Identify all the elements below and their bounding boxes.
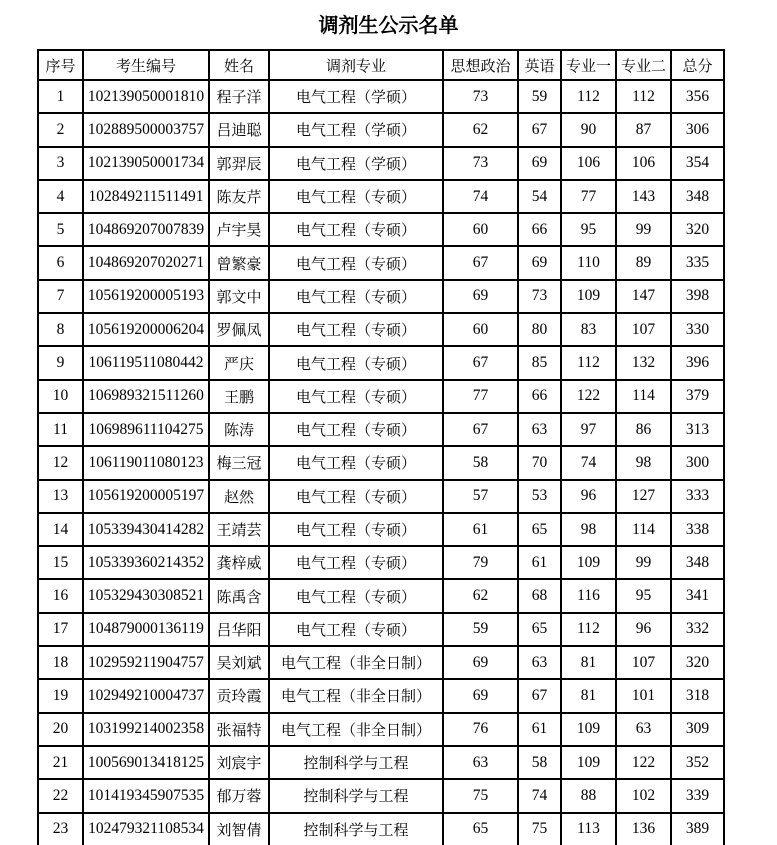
cell-total-score: 389 <box>671 813 724 845</box>
cell-major: 电气工程（专硕） <box>269 180 443 213</box>
cell-name: 陈友芹 <box>209 180 269 213</box>
cell-name: 郭文中 <box>209 280 269 313</box>
cell-total-score: 320 <box>671 646 724 679</box>
cell-major1-score: 112 <box>561 80 616 113</box>
cell-major2-score: 132 <box>616 346 671 379</box>
cell-major2-score: 114 <box>616 513 671 546</box>
cell-major1-score: 122 <box>561 380 616 413</box>
cell-major: 控制科学与工程 <box>269 779 443 812</box>
cell-major2-score: 101 <box>616 679 671 712</box>
column-header-major1: 专业一 <box>561 50 616 80</box>
table-row <box>38 679 724 712</box>
cell-major: 电气工程（专硕） <box>269 213 443 246</box>
cell-index: 14 <box>38 513 83 546</box>
cell-major2-score: 99 <box>616 213 671 246</box>
cell-major1-score: 109 <box>561 546 616 579</box>
cell-index: 20 <box>38 713 83 746</box>
cell-major: 电气工程（专硕） <box>269 346 443 379</box>
table-row <box>38 779 724 812</box>
cell-english-score: 70 <box>518 446 561 479</box>
cell-major2-score: 96 <box>616 613 671 646</box>
cell-english-score: 61 <box>518 546 561 579</box>
cell-candidate-id: 104869207020271 <box>83 246 209 279</box>
cell-total-score: 332 <box>671 613 724 646</box>
cell-total-score: 396 <box>671 346 724 379</box>
cell-major1-score: 110 <box>561 246 616 279</box>
cell-english-score: 67 <box>518 113 561 146</box>
cell-major1-score: 112 <box>561 613 616 646</box>
cell-major1-score: 81 <box>561 646 616 679</box>
cell-index: 13 <box>38 480 83 513</box>
cell-english-score: 61 <box>518 713 561 746</box>
column-header-major2: 专业二 <box>616 50 671 80</box>
cell-candidate-id: 105339430414282 <box>83 513 209 546</box>
cell-candidate-id: 102949210004737 <box>83 679 209 712</box>
cell-total-score: 313 <box>671 413 724 446</box>
cell-major1-score: 113 <box>561 813 616 845</box>
cell-major2-score: 87 <box>616 113 671 146</box>
cell-candidate-id: 102889500003757 <box>83 113 209 146</box>
cell-index: 12 <box>38 446 83 479</box>
cell-candidate-id: 102479321108534 <box>83 813 209 845</box>
cell-name: 陈涛 <box>209 413 269 446</box>
cell-total-score: 306 <box>671 113 724 146</box>
cell-candidate-id: 104879000136119 <box>83 613 209 646</box>
cell-major2-score: 136 <box>616 813 671 845</box>
cell-index: 23 <box>38 813 83 845</box>
cell-candidate-id: 105329430308521 <box>83 579 209 612</box>
cell-major2-score: 106 <box>616 147 671 180</box>
cell-name: 程子洋 <box>209 80 269 113</box>
cell-politics-score: 62 <box>443 579 518 612</box>
cell-index: 21 <box>38 746 83 779</box>
cell-candidate-id: 105339360214352 <box>83 546 209 579</box>
cell-index: 4 <box>38 180 83 213</box>
page-title: 调剂生公示名单 <box>318 15 459 37</box>
cell-english-score: 85 <box>518 346 561 379</box>
cell-name: 刘宸宇 <box>209 746 269 779</box>
cell-total-score: 352 <box>671 746 724 779</box>
cell-index: 6 <box>38 246 83 279</box>
cell-english-score: 66 <box>518 380 561 413</box>
cell-english-score: 58 <box>518 746 561 779</box>
table-row <box>38 480 724 513</box>
table-row <box>38 246 724 279</box>
cell-major1-score: 81 <box>561 679 616 712</box>
cell-name: 陈禹含 <box>209 579 269 612</box>
cell-index: 15 <box>38 546 83 579</box>
cell-candidate-id: 106989611104275 <box>83 413 209 446</box>
cell-index: 22 <box>38 779 83 812</box>
cell-major: 电气工程（专硕） <box>269 246 443 279</box>
column-header-index: 序号 <box>38 50 83 80</box>
cell-candidate-id: 102139050001810 <box>83 80 209 113</box>
cell-name: 梅三冠 <box>209 446 269 479</box>
table-row <box>38 180 724 213</box>
cell-major1-score: 83 <box>561 313 616 346</box>
cell-major2-score: 107 <box>616 313 671 346</box>
cell-name: 卢宇昊 <box>209 213 269 246</box>
cell-total-score: 341 <box>671 579 724 612</box>
cell-total-score: 398 <box>671 280 724 313</box>
cell-politics-score: 63 <box>443 746 518 779</box>
cell-politics-score: 67 <box>443 413 518 446</box>
table-row <box>38 579 724 612</box>
cell-name: 龚梓威 <box>209 546 269 579</box>
cell-name: 刘智倩 <box>209 813 269 845</box>
cell-major1-score: 98 <box>561 513 616 546</box>
cell-major1-score: 97 <box>561 413 616 446</box>
cell-total-score: 354 <box>671 147 724 180</box>
cell-name: 王靖芸 <box>209 513 269 546</box>
cell-index: 19 <box>38 679 83 712</box>
cell-major: 电气工程（学硕） <box>269 113 443 146</box>
cell-name: 吴刘斌 <box>209 646 269 679</box>
cell-politics-score: 60 <box>443 213 518 246</box>
cell-major: 控制科学与工程 <box>269 746 443 779</box>
table-row <box>38 213 724 246</box>
cell-name: 张福特 <box>209 713 269 746</box>
cell-total-score: 320 <box>671 213 724 246</box>
cell-politics-score: 57 <box>443 480 518 513</box>
cell-major2-score: 114 <box>616 380 671 413</box>
cell-major1-score: 112 <box>561 346 616 379</box>
cell-english-score: 75 <box>518 813 561 845</box>
cell-major1-score: 90 <box>561 113 616 146</box>
cell-major1-score: 109 <box>561 746 616 779</box>
cell-index: 10 <box>38 380 83 413</box>
table-row <box>38 147 724 180</box>
cell-politics-score: 77 <box>443 380 518 413</box>
cell-english-score: 80 <box>518 313 561 346</box>
cell-index: 3 <box>38 147 83 180</box>
cell-major2-score: 98 <box>616 446 671 479</box>
cell-major1-score: 96 <box>561 480 616 513</box>
cell-major: 电气工程（专硕） <box>269 380 443 413</box>
cell-english-score: 66 <box>518 213 561 246</box>
cell-politics-score: 67 <box>443 346 518 379</box>
cell-major2-score: 89 <box>616 246 671 279</box>
cell-total-score: 335 <box>671 246 724 279</box>
cell-major2-score: 127 <box>616 480 671 513</box>
cell-politics-score: 60 <box>443 313 518 346</box>
column-header-name: 姓名 <box>209 50 269 80</box>
cell-major2-score: 86 <box>616 413 671 446</box>
cell-english-score: 65 <box>518 513 561 546</box>
cell-major2-score: 107 <box>616 646 671 679</box>
cell-major1-score: 77 <box>561 180 616 213</box>
cell-candidate-id: 106119011080123 <box>83 446 209 479</box>
cell-major1-score: 88 <box>561 779 616 812</box>
cell-politics-score: 74 <box>443 180 518 213</box>
cell-politics-score: 75 <box>443 779 518 812</box>
table-row <box>38 346 724 379</box>
table-row <box>38 813 724 845</box>
cell-major2-score: 99 <box>616 546 671 579</box>
column-header-politics: 思想政治 <box>443 50 518 80</box>
cell-politics-score: 69 <box>443 679 518 712</box>
cell-major: 电气工程（专硕） <box>269 280 443 313</box>
cell-total-score: 318 <box>671 679 724 712</box>
cell-major: 电气工程（专硕） <box>269 413 443 446</box>
cell-major: 电气工程（专硕） <box>269 313 443 346</box>
cell-major2-score: 95 <box>616 579 671 612</box>
table-row <box>38 613 724 646</box>
cell-major2-score: 63 <box>616 713 671 746</box>
cell-english-score: 69 <box>518 147 561 180</box>
cell-name: 贡玲霞 <box>209 679 269 712</box>
column-header-english: 英语 <box>518 50 561 80</box>
cell-major: 电气工程（非全日制） <box>269 646 443 679</box>
cell-major2-score: 112 <box>616 80 671 113</box>
cell-major: 电气工程（专硕） <box>269 513 443 546</box>
cell-candidate-id: 105619200005197 <box>83 480 209 513</box>
cell-major: 电气工程（学硕） <box>269 147 443 180</box>
transfer-students-table <box>37 49 725 845</box>
cell-index: 7 <box>38 280 83 313</box>
column-header-total: 总分 <box>671 50 724 80</box>
cell-major2-score: 102 <box>616 779 671 812</box>
table-row <box>38 746 724 779</box>
cell-candidate-id: 102139050001734 <box>83 147 209 180</box>
table-body <box>38 80 724 845</box>
cell-name: 吕迪聪 <box>209 113 269 146</box>
cell-candidate-id: 101419345907535 <box>83 779 209 812</box>
cell-politics-score: 69 <box>443 280 518 313</box>
cell-candidate-id: 102959211904757 <box>83 646 209 679</box>
cell-major: 控制科学与工程 <box>269 813 443 845</box>
cell-total-score: 300 <box>671 446 724 479</box>
cell-english-score: 74 <box>518 779 561 812</box>
cell-name: 赵然 <box>209 480 269 513</box>
cell-major1-score: 116 <box>561 579 616 612</box>
cell-candidate-id: 106119511080442 <box>83 346 209 379</box>
cell-major: 电气工程（学硕） <box>269 80 443 113</box>
cell-politics-score: 73 <box>443 147 518 180</box>
cell-english-score: 69 <box>518 246 561 279</box>
header-row <box>38 50 724 80</box>
cell-english-score: 67 <box>518 679 561 712</box>
cell-total-score: 356 <box>671 80 724 113</box>
cell-major2-score: 143 <box>616 180 671 213</box>
cell-politics-score: 69 <box>443 646 518 679</box>
cell-index: 5 <box>38 213 83 246</box>
cell-name: 郁万蓉 <box>209 779 269 812</box>
table-row <box>38 646 724 679</box>
table-row <box>38 280 724 313</box>
table-row <box>38 513 724 546</box>
cell-name: 曾繁豪 <box>209 246 269 279</box>
cell-english-score: 54 <box>518 180 561 213</box>
cell-total-score: 339 <box>671 779 724 812</box>
cell-politics-score: 79 <box>443 546 518 579</box>
cell-politics-score: 62 <box>443 113 518 146</box>
table-row <box>38 80 724 113</box>
cell-politics-score: 58 <box>443 446 518 479</box>
cell-english-score: 63 <box>518 413 561 446</box>
cell-candidate-id: 106989321511260 <box>83 380 209 413</box>
cell-major: 电气工程（专硕） <box>269 480 443 513</box>
table-row <box>38 313 724 346</box>
cell-total-score: 338 <box>671 513 724 546</box>
cell-english-score: 68 <box>518 579 561 612</box>
cell-candidate-id: 100569013418125 <box>83 746 209 779</box>
cell-major: 电气工程（专硕） <box>269 613 443 646</box>
cell-name: 王鹏 <box>209 380 269 413</box>
cell-english-score: 65 <box>518 613 561 646</box>
column-header-candidate-id: 考生编号 <box>83 50 209 80</box>
cell-major1-score: 109 <box>561 280 616 313</box>
cell-index: 1 <box>38 80 83 113</box>
cell-major2-score: 147 <box>616 280 671 313</box>
cell-candidate-id: 102849211511491 <box>83 180 209 213</box>
cell-major: 电气工程（非全日制） <box>269 679 443 712</box>
table-row <box>38 380 724 413</box>
cell-index: 11 <box>38 413 83 446</box>
column-header-major: 调剂专业 <box>269 50 443 80</box>
cell-total-score: 330 <box>671 313 724 346</box>
cell-major1-score: 106 <box>561 147 616 180</box>
cell-candidate-id: 104869207007839 <box>83 213 209 246</box>
cell-name: 罗佩凤 <box>209 313 269 346</box>
cell-index: 18 <box>38 646 83 679</box>
table-row <box>38 413 724 446</box>
cell-major: 电气工程（专硕） <box>269 546 443 579</box>
cell-major: 电气工程（专硕） <box>269 446 443 479</box>
table-row <box>38 446 724 479</box>
table-row <box>38 113 724 146</box>
cell-name: 郭羿辰 <box>209 147 269 180</box>
cell-politics-score: 61 <box>443 513 518 546</box>
cell-total-score: 333 <box>671 480 724 513</box>
cell-candidate-id: 105619200005193 <box>83 280 209 313</box>
cell-english-score: 63 <box>518 646 561 679</box>
cell-major1-score: 95 <box>561 213 616 246</box>
table-row <box>38 713 724 746</box>
cell-english-score: 53 <box>518 480 561 513</box>
cell-major: 电气工程（非全日制） <box>269 713 443 746</box>
cell-english-score: 73 <box>518 280 561 313</box>
cell-politics-score: 67 <box>443 246 518 279</box>
cell-politics-score: 73 <box>443 80 518 113</box>
table-row <box>38 546 724 579</box>
cell-english-score: 59 <box>518 80 561 113</box>
cell-candidate-id: 105619200006204 <box>83 313 209 346</box>
cell-total-score: 309 <box>671 713 724 746</box>
cell-politics-score: 59 <box>443 613 518 646</box>
cell-politics-score: 65 <box>443 813 518 845</box>
cell-name: 严庆 <box>209 346 269 379</box>
cell-politics-score: 76 <box>443 713 518 746</box>
cell-candidate-id: 103199214002358 <box>83 713 209 746</box>
cell-major1-score: 109 <box>561 713 616 746</box>
cell-major2-score: 122 <box>616 746 671 779</box>
cell-total-score: 348 <box>671 180 724 213</box>
cell-major1-score: 74 <box>561 446 616 479</box>
cell-name: 吕华阳 <box>209 613 269 646</box>
cell-total-score: 379 <box>671 380 724 413</box>
cell-index: 9 <box>38 346 83 379</box>
cell-total-score: 348 <box>671 546 724 579</box>
cell-index: 2 <box>38 113 83 146</box>
cell-index: 16 <box>38 579 83 612</box>
cell-index: 17 <box>38 613 83 646</box>
cell-index: 8 <box>38 313 83 346</box>
cell-major: 电气工程（专硕） <box>269 579 443 612</box>
